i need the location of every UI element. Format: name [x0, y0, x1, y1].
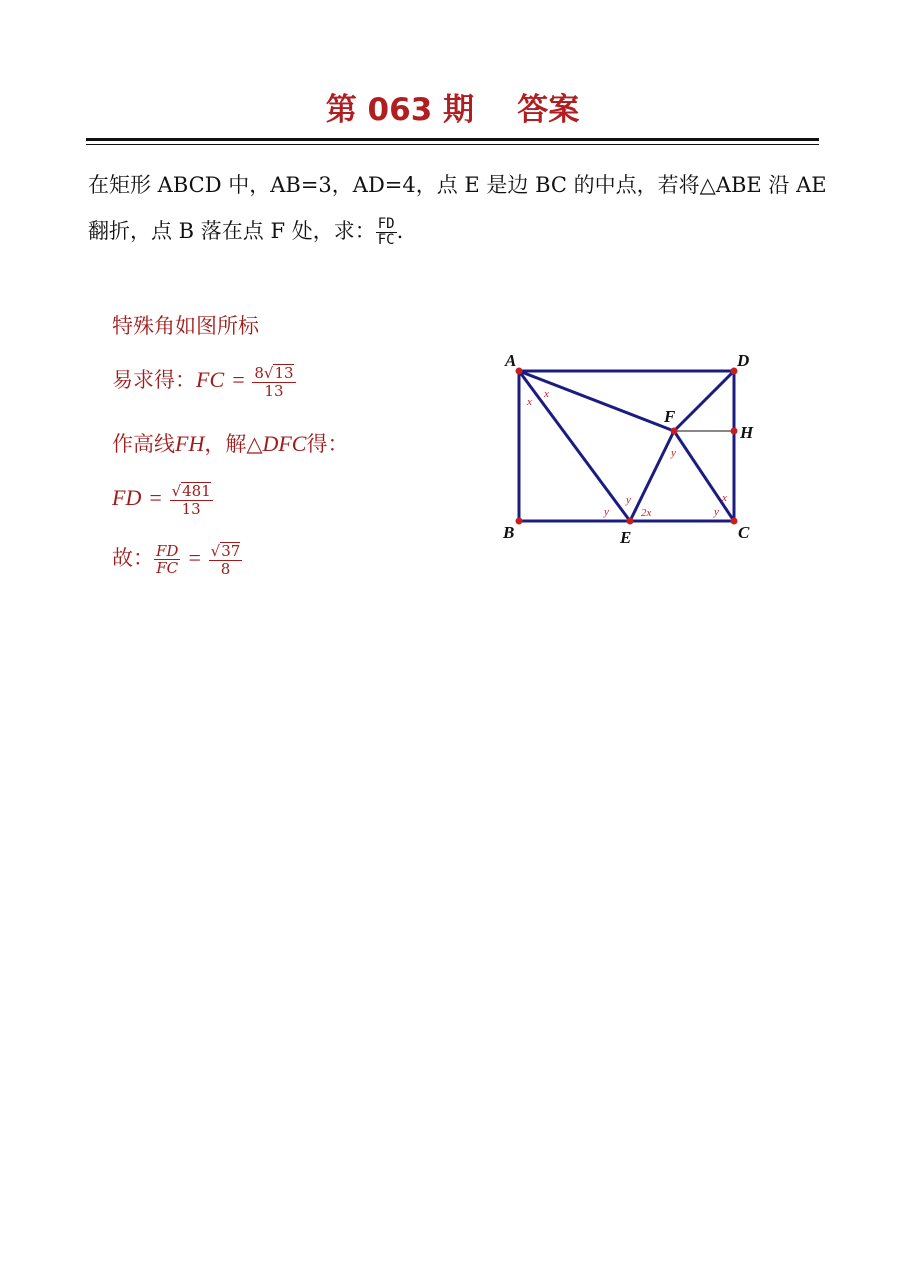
step-2-label: 易求得：	[112, 368, 196, 392]
solution-step-2	[112, 364, 296, 399]
solution-step-5	[112, 542, 242, 577]
step-5-lhs-fraction: $\frac{FD}{FC}$	[156, 541, 179, 577]
angle-label-x-c: x	[722, 492, 727, 504]
step-2-numerator: 8√13	[254, 364, 294, 382]
label-c: C	[738, 523, 750, 542]
problem-line-1: 在矩形 ABCD 中，AB=3，AD=4，点 E 是边 BC 的中点，若将△ABE 沿 AE	[88, 173, 827, 197]
point-f	[671, 428, 678, 435]
step-5-rhs-fraction: $\frac{√37}{8}$	[210, 542, 241, 578]
point-h	[731, 428, 738, 435]
label-h: H	[740, 423, 754, 442]
title-divider-thin	[86, 144, 819, 145]
label-a: A	[505, 351, 517, 370]
angle-label-y-f: y	[671, 447, 676, 459]
step-3-label: 作高线	[112, 432, 175, 456]
step-5-label: 故：	[112, 546, 154, 570]
step-4-fraction	[170, 482, 213, 517]
solution-step-4	[112, 482, 213, 517]
step-4-denominator: 13	[181, 499, 201, 518]
problem-period: .	[396, 219, 404, 243]
step-3-var: FH	[175, 431, 205, 456]
problem-line-2	[88, 208, 823, 254]
label-d: D	[737, 351, 750, 370]
angle-label-y-e-top: y	[626, 494, 631, 506]
angle-label-y-c: y	[714, 506, 719, 518]
page-title: 第 063 期 答案	[325, 92, 580, 128]
problem-frac-denominator: FC	[377, 232, 395, 248]
step-4-lhs: FD	[112, 485, 142, 510]
step-2-lhs: FC	[196, 367, 225, 392]
angle-label-y-e-left: y	[604, 506, 609, 518]
solution-step-1: 特殊角如图所标	[112, 314, 259, 338]
point-a	[516, 368, 523, 375]
angle-label-x-a1: x	[544, 388, 549, 400]
segment-fd	[674, 371, 734, 431]
point-e	[627, 518, 634, 525]
point-b	[516, 518, 523, 525]
step-2-denominator: 13	[264, 381, 284, 400]
step-4-numerator: √481	[171, 482, 211, 500]
problem-line-2-text: 翻折，点 B 落在点 F 处，求：	[88, 219, 376, 243]
problem-frac-numerator: FD	[377, 215, 395, 232]
angle-label-2x-e: 2x	[641, 507, 652, 519]
label-f: F	[664, 407, 676, 426]
label-e: E	[620, 528, 632, 547]
angle-label-x-a2: x	[527, 396, 532, 408]
step-2-equals: =	[230, 367, 246, 392]
step-5-equals: =	[187, 545, 202, 570]
step-4-equals: =	[148, 485, 163, 510]
problem-statement	[88, 162, 827, 254]
label-b: B	[503, 523, 515, 542]
segment-fc	[674, 431, 734, 521]
title-divider-thick	[86, 138, 819, 141]
geometry-diagram	[495, 342, 775, 552]
point-c	[731, 518, 738, 525]
solution-step-3	[112, 428, 348, 458]
problem-fraction	[376, 217, 397, 249]
step-2-fraction	[252, 364, 295, 399]
step-3-triangle: DFC	[262, 431, 307, 456]
step-3-mid: ，解△	[204, 432, 263, 456]
step-3-suffix: 得：	[306, 432, 349, 456]
segment-fe	[630, 431, 674, 521]
